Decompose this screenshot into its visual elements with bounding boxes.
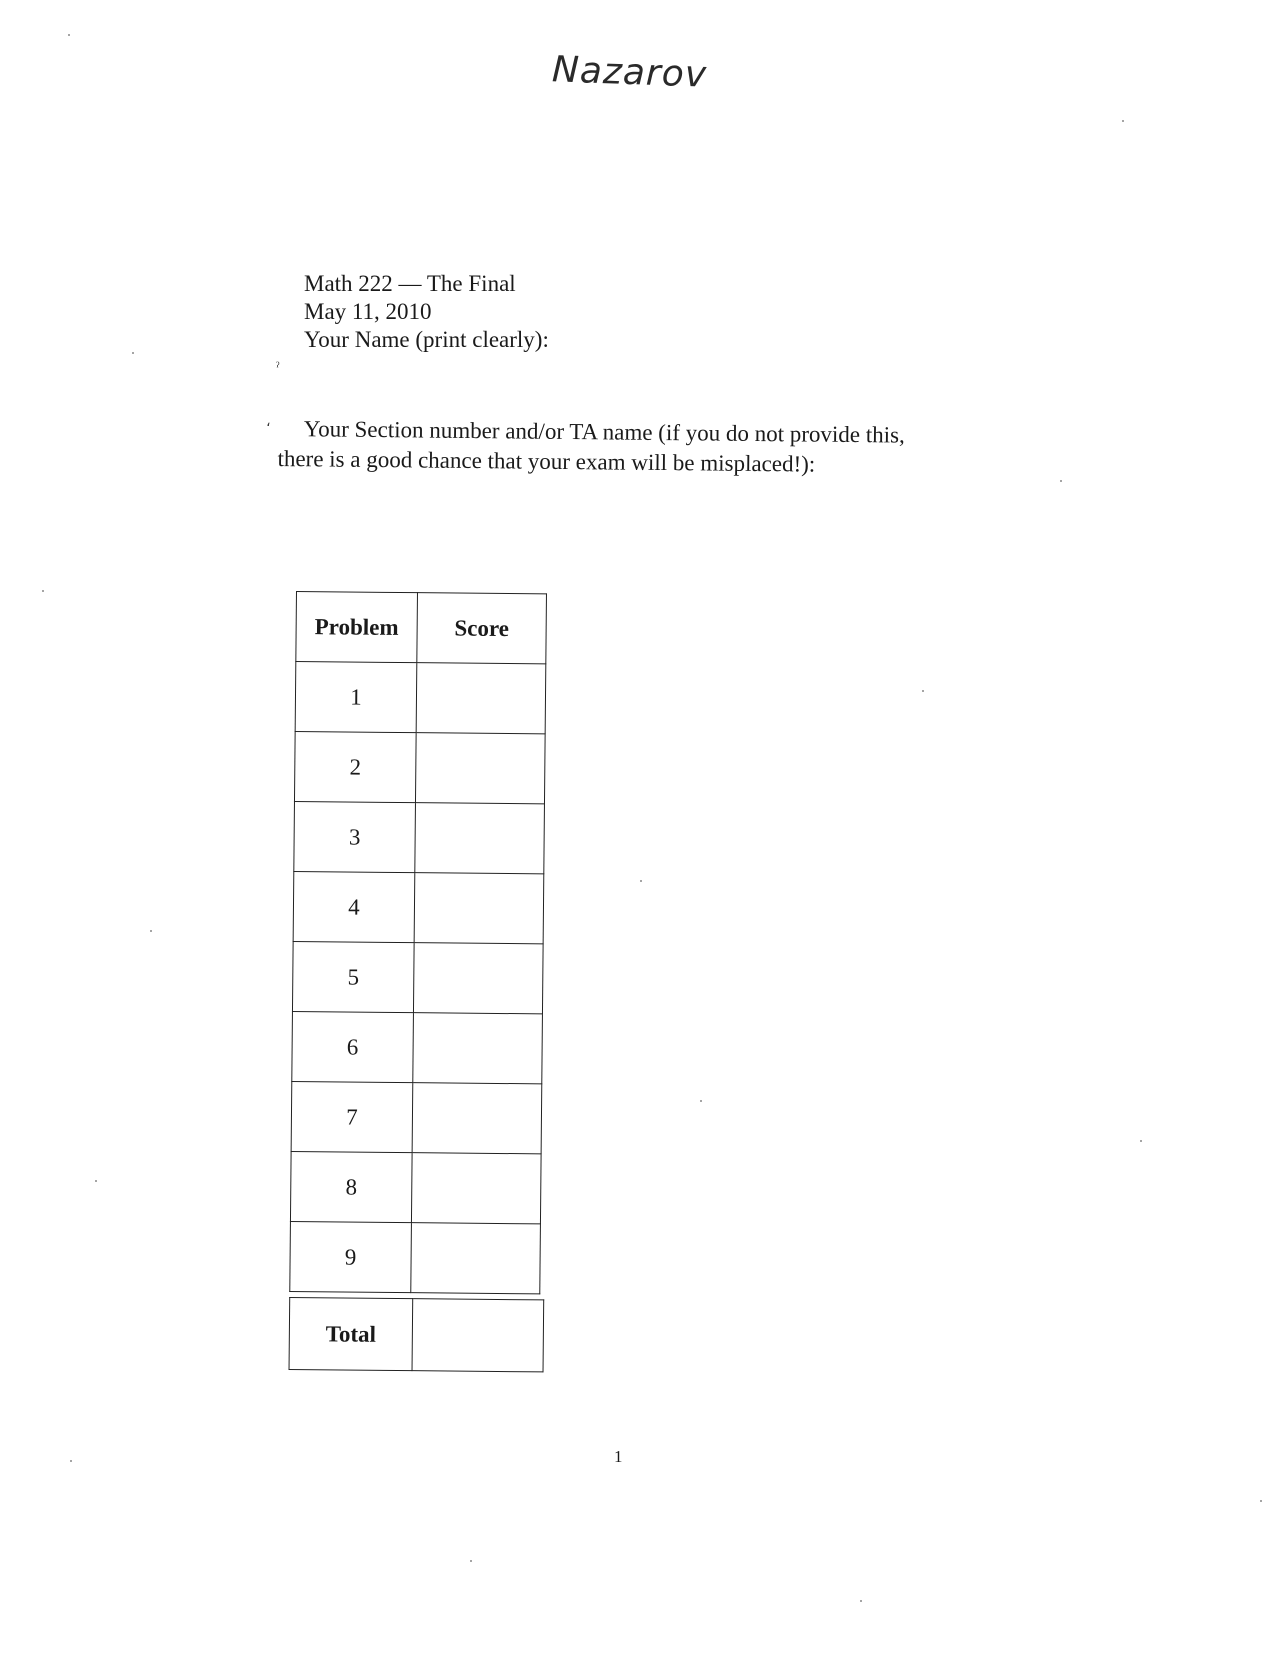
problem-number: 4: [293, 871, 415, 942]
score-cell: [414, 873, 544, 944]
problem-number: 7: [291, 1081, 413, 1152]
table-row: [294, 801, 545, 873]
table-row: [295, 662, 546, 734]
total-container: [289, 1297, 545, 1372]
table-row: [290, 1221, 541, 1293]
total-table: [289, 1297, 545, 1372]
section-prompt: [277, 414, 1018, 482]
problem-number: 9: [290, 1221, 412, 1292]
problem-number: 6: [292, 1011, 414, 1082]
table-row: [290, 1151, 541, 1223]
score-table-header-row: [296, 592, 547, 664]
score-cell: [413, 943, 543, 1014]
exam-header: [304, 270, 549, 354]
score-table: [289, 591, 547, 1294]
problem-number: 2: [294, 731, 416, 802]
handwritten-name: Nazarov: [551, 49, 708, 96]
table-row: [294, 731, 545, 803]
name-prompt: Your Name (print clearly):: [304, 327, 549, 352]
total-value: [412, 1299, 544, 1372]
score-cell: [416, 663, 546, 734]
score-table-container: [289, 591, 551, 1372]
section-prompt-line1: Your Section number and/or TA name (if you do not provide this,: [303, 416, 905, 448]
score-cell: [415, 733, 545, 804]
total-row: [289, 1297, 544, 1371]
problem-number: 1: [295, 662, 417, 733]
page-number: 1: [614, 1447, 623, 1466]
section-prompt-line2: there is a good chance that your exam will be misplaced!):: [277, 445, 816, 477]
table-row: [291, 1081, 542, 1153]
table-row: [293, 871, 544, 943]
problem-number: 5: [292, 941, 414, 1012]
stray-mark: ˀ: [276, 360, 280, 375]
table-row: [292, 941, 543, 1013]
exam-date: May 11, 2010: [304, 299, 432, 324]
score-cell: [411, 1223, 541, 1294]
score-column-header: Score: [417, 593, 547, 664]
course-title: Math 222 — The Final: [304, 271, 516, 296]
table-row: [292, 1011, 543, 1083]
total-label: Total: [289, 1297, 413, 1370]
score-cell: [412, 1083, 542, 1154]
score-cell: [415, 803, 545, 874]
problem-number: 8: [290, 1151, 412, 1222]
problem-number: 3: [294, 801, 416, 872]
stray-mark: ،: [266, 415, 271, 430]
problem-column-header: Problem: [296, 592, 418, 663]
score-cell: [413, 1013, 543, 1084]
score-cell: [411, 1153, 541, 1224]
